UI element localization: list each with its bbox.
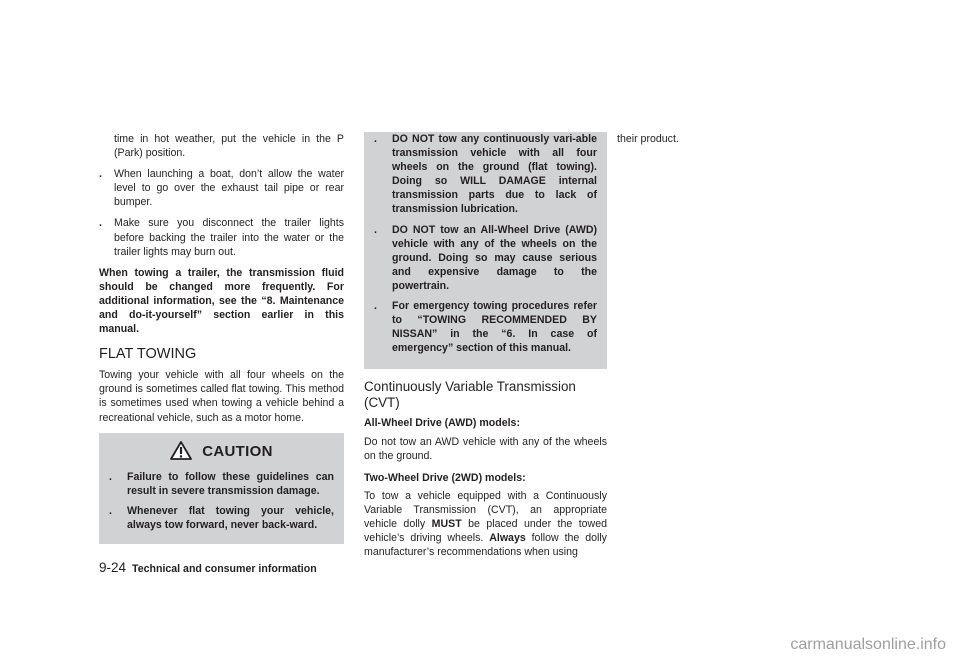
twowd-text-part-2: be placed under the towed vehicle’s driving wheels. (364, 517, 607, 545)
caution-header (109, 441, 334, 464)
caution-box (99, 433, 344, 544)
caution-text: Failure to follow these guidelines can result in severe transmission damage. (127, 470, 334, 497)
list-item (99, 167, 344, 209)
column-1 (99, 132, 344, 544)
warning-text: For emergency towing procedures refer to “TOWING RECOMMENDED BY NISSAN” in the “6. In case of emergency” section of this manual. (392, 300, 597, 355)
awd-text: Do not tow an AWD vehicle with any of the wheels on the ground. (364, 435, 607, 462)
warning-text: DO NOT tow an All-Wheel Drive (AWD) vehicle with any of the wheels on the ground. Doing so may cause serious and expensive damage to the powertrain. (392, 223, 597, 292)
must-emphasis: MUST (431, 517, 462, 530)
bullet-marker: . (109, 470, 112, 483)
warning-triangle-icon (170, 441, 192, 464)
twowd-text-part-3: follow the dolly manufacturer’s recommendations when using (364, 532, 607, 559)
bullet-marker: . (99, 168, 102, 181)
column-2 (364, 132, 607, 559)
intro-continuation: time in hot weather, put the vehicle in the P (Park) position. (114, 133, 344, 160)
list-item (99, 216, 344, 258)
caution-text: Whenever flat towing your vehicle, always tow forward, never back-ward. (127, 504, 334, 531)
bullet-text: Make sure you disconnect the trailer lights before backing the trailer into the water or the trailer lights may burn out. (114, 217, 344, 258)
transmission-fluid-note: When towing a trailer, the transmission fluid should be changed more frequently. For additional information, see the “8. Maintenance and do-it-yourself” section earlier in this manual. (99, 266, 344, 336)
list-item (374, 299, 597, 355)
bullet-marker: . (374, 300, 377, 313)
column-3-continuation: their product. (617, 133, 679, 145)
list-item (109, 504, 334, 532)
bullet-marker: . (109, 504, 112, 517)
awd-label: All-Wheel Drive (AWD) models: (364, 417, 520, 430)
flat-towing-text: Towing your vehicle with all four wheels on the ground is sometimes called flat towing. This method is sometimes used when towing a vehicle behind a recreational vehicle, such as a motor home. (99, 369, 344, 424)
page-number: 9-24 (99, 560, 127, 575)
twowd-text (364, 489, 607, 559)
caution-title: CAUTION (202, 443, 273, 461)
always-emphasis: Always (489, 532, 526, 545)
list-item (374, 223, 597, 293)
bullet-marker: . (99, 217, 102, 230)
twowd-text-part-1: To tow a vehicle equipped with a Continuously Variable Transmission (CVT), an appropriate vehicle dolly (364, 489, 607, 530)
section-heading-flat-towing: FLAT TOWING (99, 346, 197, 363)
warning-text: DO NOT tow any continuously vari-able transmission vehicle with all four wheels on the ground (flat towing). Doing so WILL DAMAGE internal transmission parts due to lack of transmission lubrication. (392, 133, 597, 216)
bullet-text: When launching a boat, don’t allow the water level to go over the exhaust tail pipe or rear bumper. (114, 168, 344, 209)
bullet-marker: . (374, 133, 377, 145)
page-footer (99, 560, 317, 575)
caution-box-continued (364, 132, 607, 369)
list-item (374, 132, 597, 217)
bullet-marker: . (374, 223, 377, 236)
sub-heading-cvt: Continuously Variable Transmission (CVT) (364, 379, 576, 410)
column-3 (617, 132, 862, 146)
watermark: carmanualsonline.info (790, 636, 946, 653)
twowd-label: Two-Wheel Drive (2WD) models: (364, 471, 526, 484)
footer-title: Technical and consumer information (132, 563, 317, 575)
list-item (109, 470, 334, 498)
